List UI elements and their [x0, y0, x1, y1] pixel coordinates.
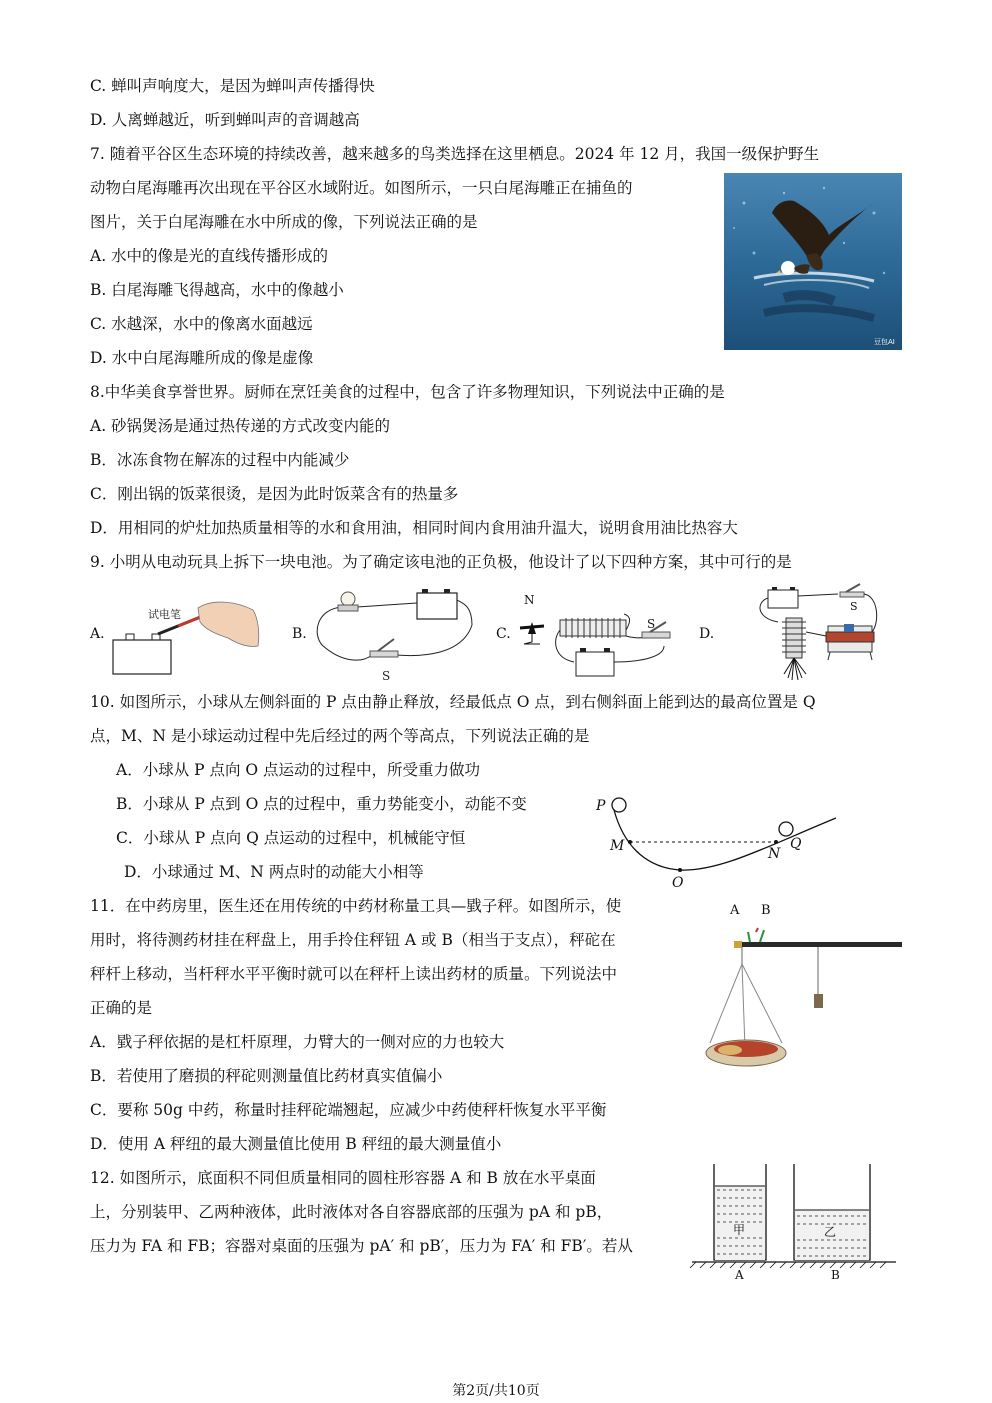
question-10-option-d: D．小球通过 M、N 两点时的动能大小相等 — [124, 863, 424, 881]
knob-a-label: A — [730, 903, 740, 918]
question-8-option-d: D．用相同的炉灶加热质量相等的水和食用油，相同时间内食用油升温大，说明食用油比热容大 — [90, 519, 738, 537]
question-7-option-b: B. 白尾海雕飞得越高，水中的像越小 — [90, 281, 344, 299]
page-footer: 第2页/共10页 — [452, 1383, 540, 1399]
point-n-label: N — [768, 846, 781, 862]
knob-b-label: B — [761, 903, 771, 918]
question-10-option-c: C．小球从 P 点向 Q 点运动的过程中，机械能守恒 — [116, 829, 466, 847]
question-10-line-1: 10. 如图所示，小球从左侧斜面的 P 点由静止释放，经最低点 O 点，到右侧斜面上能到达的最高位置是 Q — [90, 693, 816, 711]
option-c-cicada: C. 蝉叫声响度大，是因为蝉叫声传播得快 — [90, 77, 375, 95]
switch-label-b: S — [382, 669, 391, 683]
watermark-text: 豆包AI — [874, 338, 895, 346]
question-11-line-2: 用时，将待测药材挂在秤盘上，用手拎住秤钮 A 或 B（相当于支点），秤砣在 — [90, 931, 616, 949]
q9-figure-d — [748, 582, 884, 686]
question-9-stem: 9. 小明从电动玩具上拆下一块电池。为了确定该电池的正负极，他设计了以下四种方案，其中可行的是 — [90, 553, 792, 571]
question-7-option-d: D. 水中白尾海雕所成的像是虚像 — [90, 349, 314, 367]
q9-figure-b — [312, 585, 480, 683]
question-8-option-a: A. 砂锅煲汤是通过热传递的方式改变内能的 — [90, 417, 391, 435]
question-11-option-d: D．使用 A 秤纽的最大测量值比使用 B 秤纽的最大测量值小 — [90, 1135, 502, 1153]
question-11-line-3: 秤杆上移动，当杆秤水平平衡时就可以在秤杆上读出药材的质量。下列说法中 — [90, 965, 618, 983]
question-10-option-a: A．小球从 P 点向 O 点运动的过程中，所受重力做功 — [116, 761, 481, 779]
eagle-photo — [724, 173, 902, 350]
question-11-line-1: 11．在中药房里，医生还在用传统的中药材称量工具—戥子秤。如图所示，使 — [90, 897, 622, 915]
point-p-label: P — [596, 798, 606, 814]
question-8-option-c: C．刚出锅的饭菜很烫，是因为此时饭菜含有的热量多 — [90, 485, 459, 503]
q9-option-a-label: A. — [90, 626, 105, 642]
test-pen-label: 试电笔 — [148, 608, 181, 621]
q9-figure-a — [108, 588, 268, 680]
point-m-label: M — [610, 838, 625, 854]
question-8-option-b: B．冰冻食物在解冻的过程中内能减少 — [90, 451, 350, 469]
point-o-label: O — [672, 875, 684, 890]
question-12-line-2: 上，分别装甲、乙两种液体，此时液体对各自容器底部的压强为 pA 和 pB， — [90, 1203, 613, 1221]
q11-balance-figure — [700, 898, 905, 1078]
point-q-label: Q — [790, 836, 802, 852]
question-7-option-c: C. 水越深，水中的像离水面越远 — [90, 315, 313, 333]
question-11-option-a: A．戥子秤依据的是杠杆原理，力臂大的一侧对应的力也较大 — [90, 1033, 505, 1051]
q9-option-c-label: C. — [496, 626, 511, 642]
q9-option-b-label: B. — [292, 626, 307, 642]
question-8-stem: 8.中华美食享誉世界。厨师在烹饪美食的过程中，包含了许多物理知识，下列说法中正确的是 — [90, 383, 725, 401]
question-11-line-4: 正确的是 — [90, 999, 153, 1017]
question-11-option-c: C．要称 50g 中药，称量时挂秤砣端翘起，应减少中药使秤杆恢复水平平衡 — [90, 1101, 607, 1119]
q10-ramp-figure — [590, 790, 840, 890]
question-7-line-1: 7. 随着平谷区生态环境的持续改善，越来越多的鸟类选择在这里栖息。2024 年 12 月，我国一级保护野生 — [90, 145, 820, 163]
switch-label-c: S — [647, 617, 656, 631]
container-b-label: B — [831, 1268, 840, 1282]
question-7-line-2: 动物白尾海雕再次出现在平谷区水域附近。如图所示，一只白尾海雕正在捕鱼的 — [90, 179, 633, 197]
question-7-option-a: A. 水中的像是光的直线传播形成的 — [90, 247, 329, 265]
liquid-yi-label: 乙 — [824, 1225, 837, 1239]
question-12-line-1: 12. 如图所示，底面积不同但质量相同的圆柱形容器 A 和 B 放在水平桌面 — [90, 1169, 596, 1187]
question-11-option-b: B．若使用了磨损的秤砣则测量值比药材真实值偏小 — [90, 1067, 443, 1085]
q12-containers-figure — [690, 1160, 900, 1284]
container-a-label: A — [735, 1268, 744, 1282]
question-10-line-2: 点，M、N 是小球运动过程中先后经过的两个等高点，下列说法正确的是 — [90, 727, 590, 745]
question-10-option-b: B．小球从 P 点到 O 点的过程中，重力势能变小，动能不变 — [116, 795, 527, 813]
liquid-jia-label: 甲 — [733, 1223, 746, 1237]
q9-figure-c — [514, 590, 684, 682]
question-7-line-3: 图片，关于白尾海雕在水中所成的像，下列说法正确的是 — [90, 213, 478, 231]
q9-option-d-label: D. — [699, 626, 715, 642]
option-d-cicada: D. 人离蝉越近，听到蝉叫声的音调越高 — [90, 111, 360, 129]
switch-label-d: S — [850, 600, 858, 613]
compass-needle-label: N — [524, 593, 535, 607]
question-12-line-3: 压力为 FA 和 FB；容器对桌面的压强为 pA′ 和 pB′，压力为 FA′ 和 FB′。若从 — [90, 1237, 633, 1255]
